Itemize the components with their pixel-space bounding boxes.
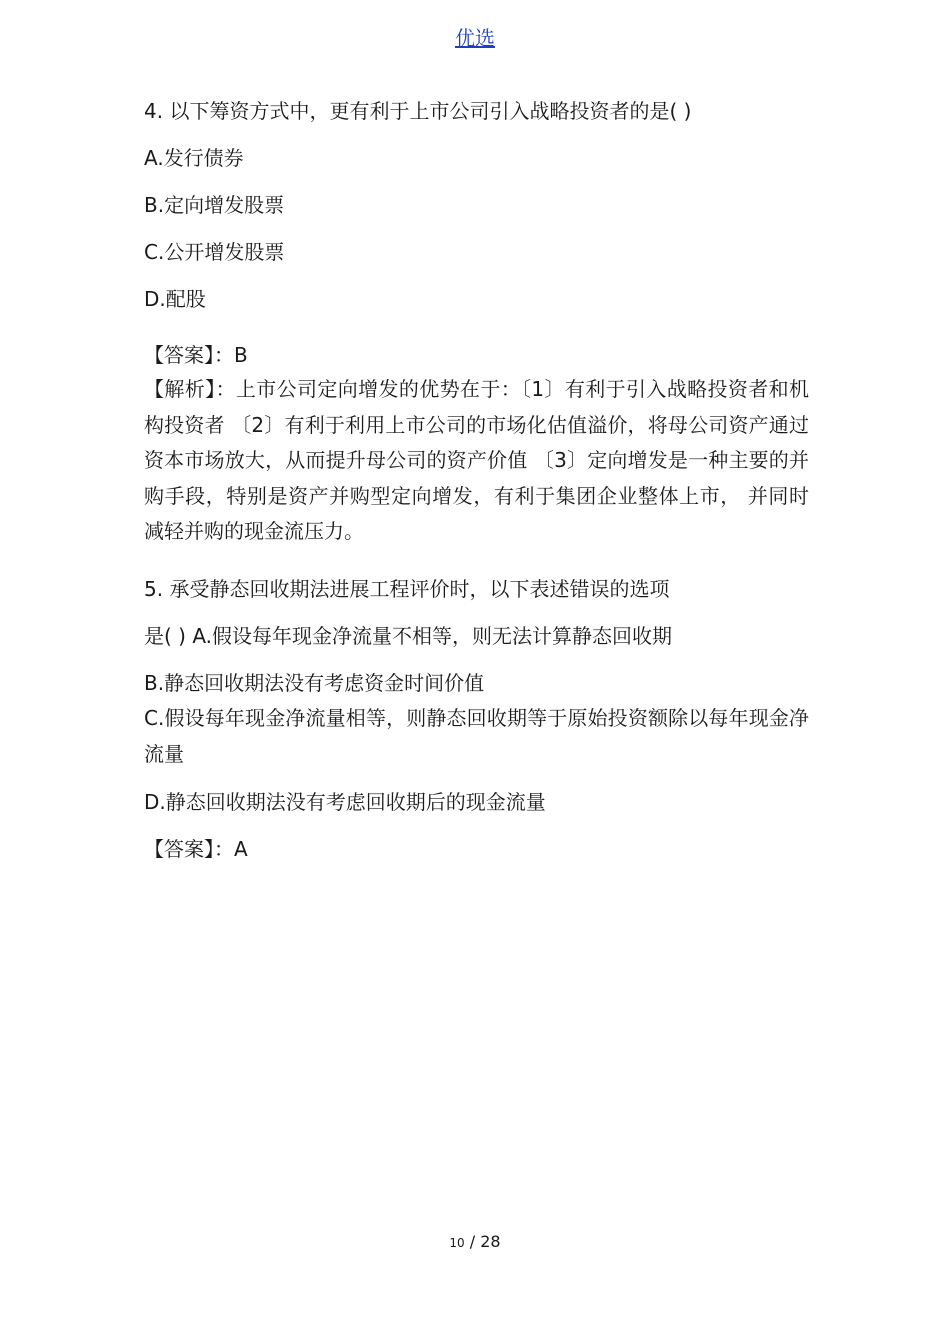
question-4 <box>144 94 809 550</box>
document-body <box>144 94 809 866</box>
question-5-stem-line-1: 5. 承受静态回收期法进展工程评价时，以下表述错误的选项 <box>144 576 670 601</box>
page-number <box>0 1232 950 1251</box>
question-4-option-a: A.发行债券 <box>144 146 244 170</box>
question-5 <box>144 572 809 866</box>
question-4-option-c: C.公开增发股票 <box>144 240 285 264</box>
total-pages: 28 <box>480 1232 501 1251</box>
question-5-option-b: B.静态回收期法没有考虑资金时间价值 <box>144 670 485 695</box>
question-4-option-d: D.配股 <box>144 287 206 311</box>
question-5-answer: 【答案】：A <box>144 836 248 861</box>
question-4-stem: 4. 以下筹资方式中，更有利于上市公司引入战略投资者的是( ) <box>144 99 692 123</box>
page-separator: / <box>464 1232 481 1251</box>
question-5-option-d: D.静态回收期法没有考虑回收期后的现金流量 <box>144 789 546 814</box>
current-page-number: 10 <box>449 1236 465 1250</box>
question-5-stem-line-2: 是( ) A.假设每年现金净流量不相等，则无法计算静态回收期 <box>144 623 673 648</box>
question-4-answer: 【答案】：B <box>144 343 248 367</box>
question-5-option-c: C.假设每年现金净流量相等，则静态回收期等于原始投资额除以每年现金净流量 <box>144 705 809 766</box>
question-4-option-b: B.定向增发股票 <box>144 193 285 217</box>
header-link[interactable]: 优选 <box>455 26 495 50</box>
question-4-analysis: 【解析】：上市公司定向增发的优势在于：〔1〕有利于引入战略投资者和机构投资者 〔2〕有利于利用上市公司的市场化估值溢价，将母公司资产通过资本市场放大，从而提升母公司的资产价值 〔3〕定向增发是一种主要的并购手段，特别是资产并购型定向增发，有利于集团企业整体上市， 并同时减轻并购的现金流压力。 <box>144 377 809 543</box>
